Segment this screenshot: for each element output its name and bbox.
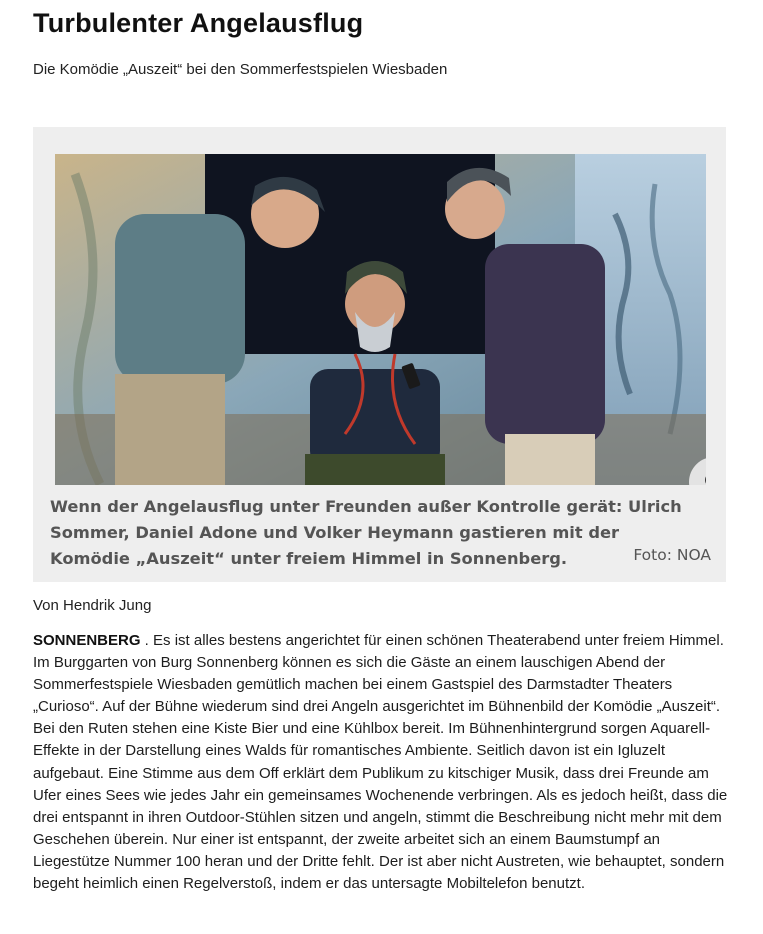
zoom-in-icon <box>704 472 706 485</box>
photo-credit: Foto: NOA <box>633 546 711 564</box>
headline: Turbulenter Angelausflug <box>33 8 364 38</box>
article-body-text: . Es ist alles bestens angerichtet für einen schönen Theaterabend unter freiem Himmel. Im Burggarten von Burg Sonnenberg können es sich die Gäste an einem lauschigen Abend der Sommerfestspiele Wiesbaden gemütlich machen bei einem Gastspiel des Darmstadter Theaters „Curioso“. Auf der Bühne wiederum sind drei Angeln ausgerichtet im Bühnenbild der Komödie „Auszeit“. Bei den Ruten stehen eine Kiste Bier und eine Kühlbox bereit. Im Bühnenhintergrund sorgen Aquarell-Effekte in der Darstellung eines Walds für romantisches Ambiente. Seitlich davon ist ein Igluzelt aufgebaut. Eine Stimme aus dem Off erklärt dem Publikum zu kitschiger Musik, dass drei Freunde am Ufer eines Sees wie jedes Jahr ein gemeinsames Wochenende verbringen. Als es jedoch heißt, dass die drei entspannt in ihren Outdoor-Stühlen sitzen und angeln, stimmt die Beschreibung nicht mehr mit dem Geschehen überein. Nur einer ist entspannt, der zweite arbeitet sich an einem Baumstumpf an Liegestütze Nummer 100 heran und der Dritte fehlt. Der ist aber nicht Austreten, wie behauptet, sondern begeht heimlich einen Regelverstoß, indem er das untersagte Mobiltelefon benutzt. <box>33 632 728 893</box>
dateline: SONNENBERG <box>33 632 141 649</box>
article-body <box>33 630 738 895</box>
author-byline: Von Hendrik Jung <box>33 597 152 614</box>
article-figure <box>33 127 726 582</box>
stage-photo[interactable] <box>55 154 706 485</box>
photo-caption: Wenn der Angelausflug unter Freunden außer Kontrolle gerät: Ulrich Sommer, Daniel Adone und Volker Heymann gastieren mit der Komödie „Auszeit“ unter freiem Himmel in Sonnenberg. <box>50 497 682 568</box>
subheadline: Die Komödie „Auszeit“ bei den Sommerfestspielen Wiesbaden <box>33 61 448 78</box>
